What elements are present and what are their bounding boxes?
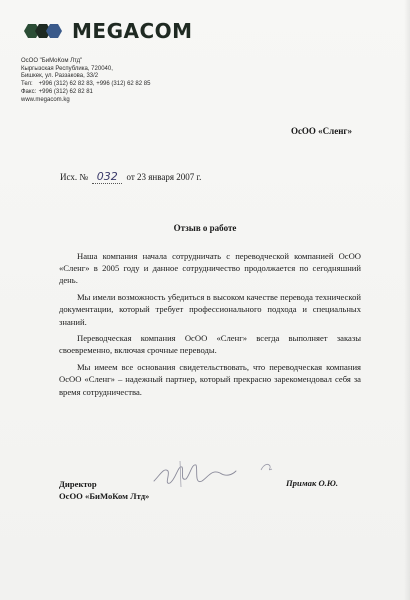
outgoing-date: от 23 января 2007 г. bbox=[126, 172, 202, 182]
paragraph: Мы имеем все основания свидетельствовать, что переводческая компания ОсОО «Сленг» – надежный партнер, который прекрасно зарекомендовал себя за время сотрудничества. bbox=[59, 362, 361, 397]
letter-title: Отзыв о работе bbox=[173, 223, 237, 233]
logo-wordmark: MEGACOM bbox=[72, 19, 193, 43]
company-name: ОсОО "БиМоКом Лтд" bbox=[21, 58, 83, 64]
phone-value: +996 (312) 62 82 83, +996 (312) 62 82 85 bbox=[38, 81, 151, 88]
company-details bbox=[21, 58, 150, 104]
director-block bbox=[59, 478, 149, 502]
letter-body bbox=[59, 250, 361, 402]
signer-name: Примак О.Ю. bbox=[286, 478, 339, 488]
company-website: www.megacom.kg bbox=[21, 96, 70, 103]
director-company: ОсОО «БиМоКом Лтд» bbox=[59, 491, 150, 501]
company-phone bbox=[21, 81, 150, 89]
company-country: Кыргызская Республика, 720040, bbox=[21, 65, 113, 72]
megacom-hexagon-icon bbox=[20, 22, 68, 40]
megacom-logo bbox=[20, 19, 193, 43]
recipient: ОсОО «Сленг» bbox=[290, 126, 352, 136]
company-address: Бишкек, ул. Раззакова, 33/2 bbox=[21, 73, 99, 80]
director-title: Директор bbox=[59, 479, 97, 489]
page-edge-shadow bbox=[404, 0, 410, 600]
fax-value: +996 (312) 62 82 81 bbox=[38, 88, 93, 95]
outgoing-prefix: Исх. № bbox=[60, 172, 88, 182]
phone-label: Тел: bbox=[21, 81, 33, 88]
outgoing-number: 032 bbox=[92, 170, 122, 184]
outgoing-reference bbox=[60, 170, 201, 184]
paragraph: Мы имели возможность убедиться в высоком качестве перевода технической документации, который требует профессионального подхода и специальных знаний. bbox=[59, 292, 361, 327]
paragraph: Наша компания начала сотрудничать с переводческой компанией ОсОО «Сленг» в 2005 году и данное сотрудничество продолжается по сегодняшний день. bbox=[59, 251, 361, 286]
fax-label: Факс: bbox=[21, 88, 37, 95]
company-fax bbox=[21, 89, 150, 97]
ink-mark bbox=[258, 460, 278, 474]
paragraph: Переводческая компания ОсОО «Сленг» всегда выполняет заказы своевременно, включая срочные переводы. bbox=[59, 333, 361, 356]
handwritten-signature bbox=[150, 455, 240, 493]
